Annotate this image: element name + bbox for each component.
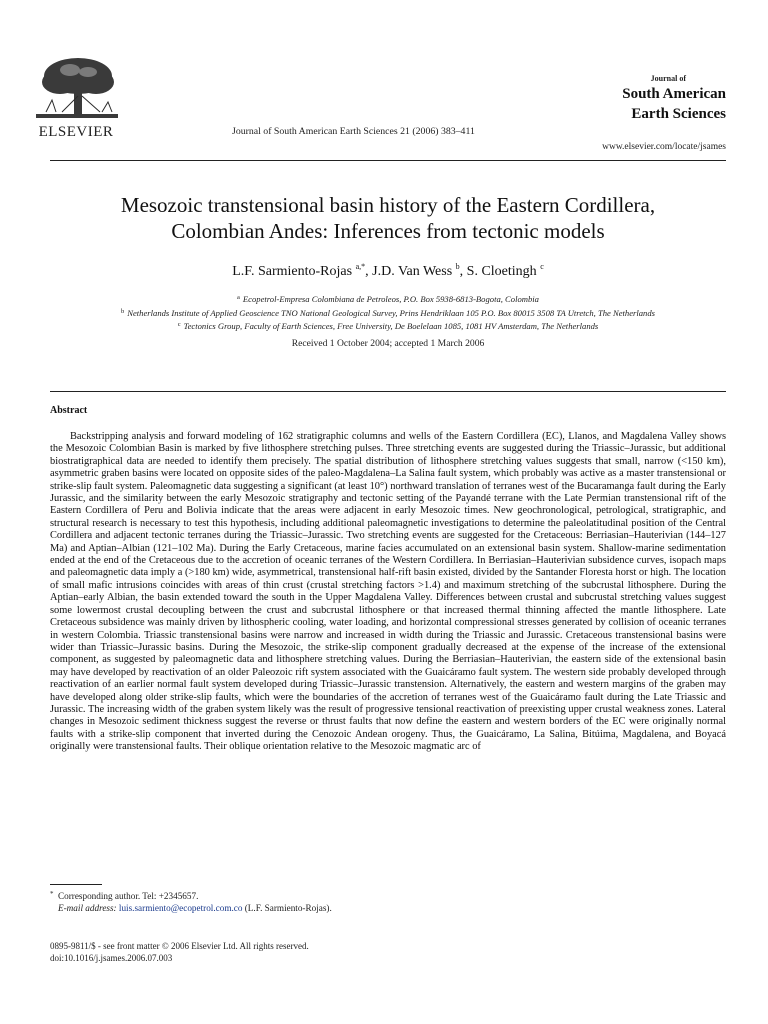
email-label: E-mail address: (58, 903, 117, 913)
journal-masthead (622, 74, 726, 123)
header-divider (50, 160, 726, 161)
affiliation-text: Tectonics Group, Faculty of Earth Sciences, Free University, De Boelelaan 1085, 1081 HV Amsterdam, The Netherlands (183, 321, 599, 331)
author-name: S. Cloetingh (466, 264, 537, 279)
affiliation-mark: a (237, 294, 240, 301)
affiliation-item (50, 319, 726, 333)
title-line-2: Colombian Andes: Inferences from tectonic models (171, 219, 605, 243)
affiliation-item (50, 306, 726, 320)
copyright-line: 0895-9811/$ - see front matter © 2006 Elsevier Ltd. All rights reserved. (50, 941, 309, 951)
author-name: J.D. Van Wess (372, 264, 453, 279)
author-list (50, 262, 726, 280)
affiliation-text: Netherlands Institute of Applied Geoscience TNO National Geological Survey, Prins Hendriklaan 105 P.O. Box 80015 3508 TA Utretch, The Netherlands (127, 307, 655, 318)
author-separator: , (365, 264, 373, 279)
title-line-1: Mesozoic transtensional basin history of the Eastern Cordillera, (120, 193, 656, 217)
journal-citation: Journal of South American Earth Sciences 21 (2006) 383–411 (232, 126, 475, 137)
author-affiliation-mark[interactable]: a,* (355, 262, 366, 271)
author-separator: , (459, 264, 467, 279)
email-note (58, 902, 332, 914)
article-title (50, 192, 726, 244)
copyright-block (50, 940, 309, 964)
corresponding-author-note (50, 890, 199, 902)
journal-name-line2: Earth Sciences (631, 106, 726, 122)
author-affiliation-mark[interactable]: b (455, 262, 460, 271)
email-link[interactable]: luis.sarmiento@ecopetrol.com.co (118, 903, 243, 913)
affiliation-mark: c (177, 321, 181, 328)
footnote-divider (50, 884, 102, 885)
doi-line[interactable]: doi:10.1016/j.jsames.2006.07.003 (50, 953, 173, 963)
footnote-mark: * (50, 890, 54, 898)
journal-url-link[interactable]: www.elsevier.com/locate/jsames (602, 142, 726, 152)
affiliation-mark: b (121, 307, 125, 315)
abstract-heading: Abstract (50, 405, 88, 416)
affiliations (50, 292, 726, 333)
received-dates: Received 1 October 2004; accepted 1 March 2006 (291, 338, 485, 349)
abstract-body: Backstripping analysis and forward modeling of 162 stratigraphic columns and wells of the Eastern Cordillera (EC), Llanos, and Magdalena Valley shows the Mesozoic Colombian Basin is marked by five lithosphere stretching pulses. Three stretching events are suggested during the Triassic–Jurassic, but additional biostratigraphical data are needed to identify them precisely. The spatial distribution of lithosphere stretching values suggests that small, narrow (<150 km), asymmetric graben basins were located on opposite sides of the paleo-Magdalena–La Salina fault system, which probably was active as a master transtensional or strike-slip fault system. Paleomagnetic data suggesting a significant (at least 10°) northward translation of terranes west of the Bucaramanga fault during the Early Jurassic, and the similarity between the early Mesozoic stratigraphy and tectonic setting of the Payandé terrane with the Late Permian transtensional rift of the Eastern Cordillera of Peru and Bolivia indicate that the areas were adjacent in early Mesozoic times. New geochronological, petrological, stratigraphic, and structural research is necessary to test this hypothesis, including additional paleomagnetic investigations to determine the paleolatitudinal position of the Central Cordillera and adjacent tectonic terranes during the Triassic–Jurassic. Two stretching events are suggested for the Cretaceous: Berriasian–Hauterivian (144–127 Ma) and Aptian–Albian (121–102 Ma). During the Early Cretaceous, marine facies accumulated on an extensional basin system. Shallow-marine sedimentation ended at the end of the Cretaceous due to the accretion of oceanic terranes of the Western Cordillera. In Berriasian–Hauterivian subsidence curves, isopach maps and paleomagnetic data imply a (>180 km) wide, asymmetrical, transtensional half-rift basin existed, divided by the Santander Floresta horst or high. The location of small mafic intrusions coincides with areas of thin crust (crustal stretching factors >1.4) and maximum stretching of the subcrustal lithosphere. During the Aptian–early Albian, the basin extended toward the south in the Upper Magdalena Valley. Differences between crustal and subcrustal stretching values suggest some lowermost crustal decoupling between the crust and subcrustal lithosphere or that increased thermal thinning affected the mantle lithosphere. Late Cretaceous subsidence was mainly driven by lithospheric cooling, water loading, and horizontal compressional stresses generated by collision of oceanic terranes in western Colombia. Triassic transtensional basins were narrow and increased in width during the Triassic and Jurassic. Cretaceous transtensional basins were wider than Triassic–Jurassic basins. During the Mesozoic, the strike-slip component gradually decreased at the expense of the increase of the extensional component, as suggested by paleomagnetic data and lithosphere stretching values. During the Berriasian–Hauterivian, the eastern side of the extensional basin may have developed by reactivation of an older Paleozoic rift system associated with the Guaicáramo fault system. The western side probably developed through reactivation of an earlier normal fault system developed during Triassic–Jurassic transtension. Alternatively, the eastern and western margins of the graben may have developed along older strike-slip faults, which were the boundaries of the accretion of terranes west of the Guaicáramo fault during the Late Triassic and Jurassic. The increasing width of the graben system likely was the result of progressive tensional reactivation of preexisting upper crustal weakness zones. Lateral changes in Mesozoic sediment thickness suggest the reverse or thrust faults that now define the eastern and western borders of the EC were originally normal faults with a strike-slip component that inverted during the Cenozoic Andean orogeny. Thus, the Guaicáramo, La Salina, Bitúima, Magdalena, and Boyacá originally were transtensional faults. Their oblique orientation relative to the Mesozoic magmatic arc of (50, 431, 726, 753)
journal-name-line1: South American (622, 86, 726, 102)
email-suffix: (L.F. Sarmiento-Rojas). (244, 903, 332, 913)
title-divider (50, 391, 726, 392)
journal-of-label: Journal of (650, 74, 686, 83)
author-name: L.F. Sarmiento-Rojas (232, 264, 353, 279)
affiliation-text: Ecopetrol-Empresa Colombiana de Petroleos, P.O. Box 5938-6813-Bogota, Colombia (242, 294, 539, 304)
affiliation-item (50, 292, 726, 306)
publisher-name: ELSEVIER (38, 124, 114, 140)
author-affiliation-mark[interactable]: c (540, 262, 544, 271)
corresponding-author-text: Corresponding author. Tel: +2345657. (58, 891, 199, 901)
